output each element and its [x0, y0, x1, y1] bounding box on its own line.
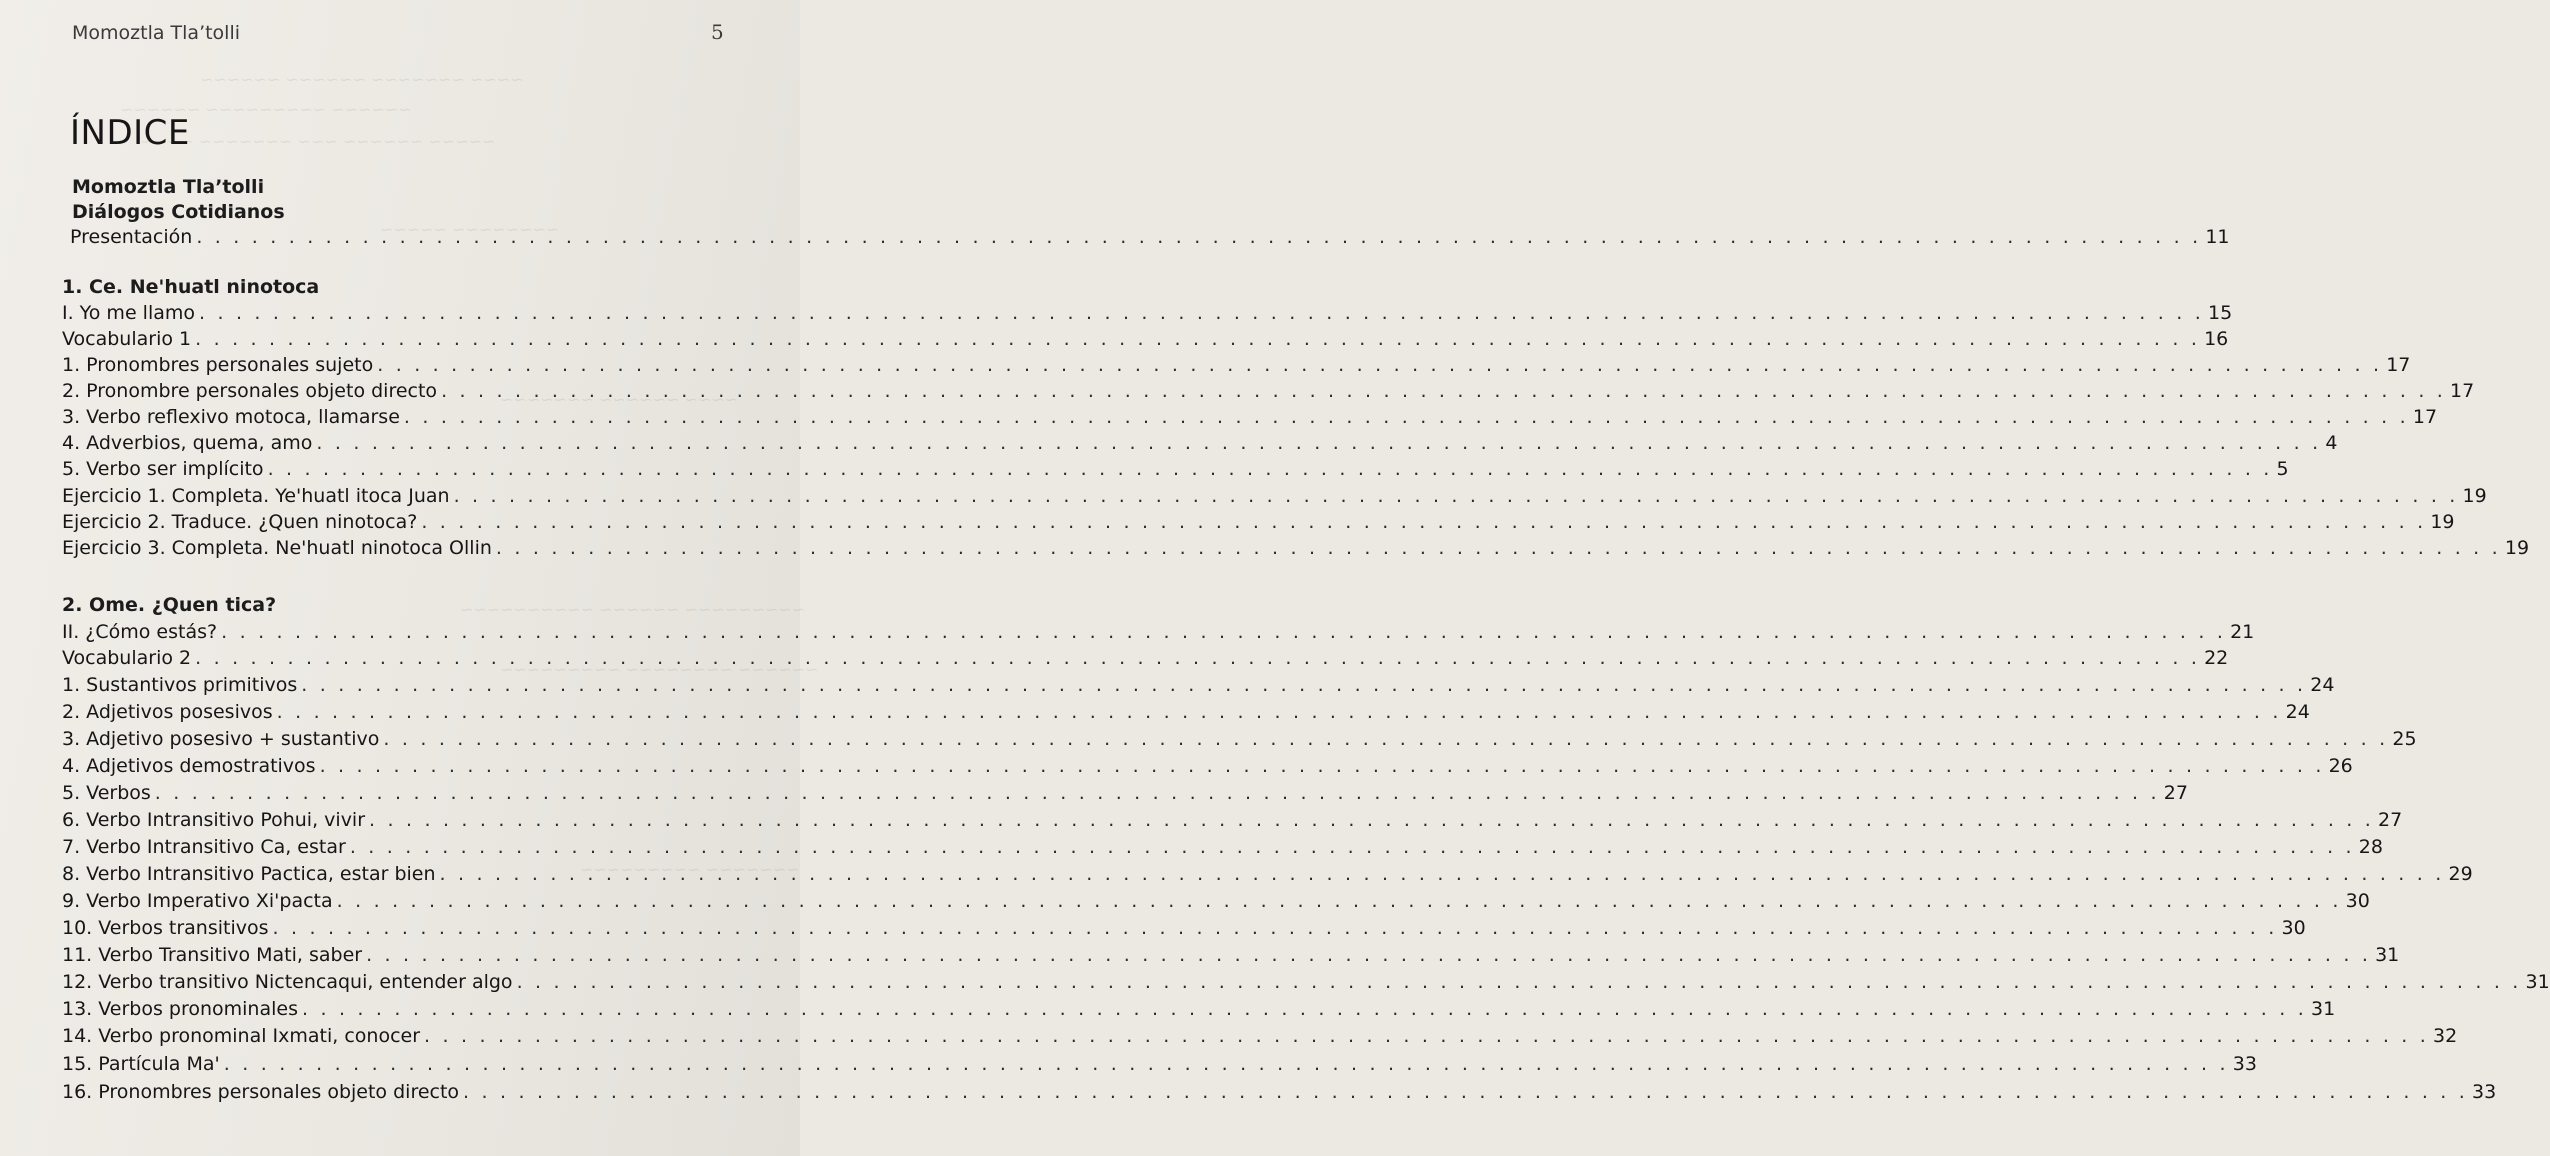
toc-entry-page: 27 [2163, 782, 2188, 804]
toc-entry-page: 24 [2310, 674, 2335, 696]
book-title: Momoztla Tla’tolli [72, 176, 265, 198]
toc-entry-page: 24 [2285, 701, 2310, 723]
toc-entry[interactable] [62, 836, 2383, 860]
toc-entry[interactable] [62, 998, 2336, 1022]
leader-dots [302, 998, 2307, 1020]
toc-entry-label: 16. Pronombres personales objeto directo [62, 1081, 460, 1103]
leader-dots [224, 1053, 2229, 1075]
toc-entry-page: 5 [2276, 458, 2289, 480]
leader-dots [517, 971, 2522, 993]
leader-dots [440, 863, 2445, 885]
toc-entry-page: 33 [2232, 1053, 2257, 1075]
leader-dots [421, 511, 2426, 533]
toc-entry[interactable] [62, 537, 2530, 561]
leader-dots [221, 621, 2226, 643]
toc-entry-label: 9. Verbo Imperativo Xi'pacta [62, 890, 333, 912]
toc-entry-page: 17 [2386, 354, 2411, 376]
toc-entry-label: 1. Pronombres personales sujeto [62, 354, 374, 376]
leader-dots [196, 226, 2201, 248]
toc-entry[interactable] [62, 328, 2229, 352]
toc-entry-label: 6. Verbo Intransitivo Pohui, vivir [62, 809, 366, 831]
toc-entry-page: 22 [2204, 647, 2229, 669]
toc-entry[interactable] [62, 971, 2550, 995]
toc-entry[interactable] [62, 944, 2400, 968]
leader-dots [316, 432, 2321, 454]
toc-entry[interactable] [62, 458, 2289, 482]
toc-entry-label: 14. Verbo pronominal Ixmati, conocer [62, 1025, 421, 1047]
toc-entry-page: 30 [2281, 917, 2306, 939]
toc-entry-label: 2. Adjetivos posesivos [62, 701, 273, 723]
toc-entry-label: 3. Adjetivo posesivo + sustantivo [62, 728, 380, 750]
toc-entry-page: 26 [2328, 755, 2353, 777]
toc-entry-page: 32 [2433, 1025, 2458, 1047]
toc-entry-label: 11. Verbo Transitivo Mati, saber [62, 944, 363, 966]
leader-dots [155, 782, 2160, 804]
leader-dots [301, 674, 2306, 696]
toc-entry-page: 19 [2462, 485, 2487, 507]
toc-entry-label: 5. Verbo ser implícito [62, 458, 264, 480]
toc-entry-label: 4. Adverbios, quema, amo [62, 432, 313, 454]
toc-entry[interactable] [62, 621, 2255, 645]
toc-entry-page: 11 [2205, 226, 2230, 248]
toc-entry[interactable] [62, 755, 2353, 779]
toc-entry-label: I. Yo me llamo [62, 302, 195, 324]
toc-entry[interactable] [62, 432, 2338, 456]
toc-entry-label: 8. Verbo Intransitivo Pactica, estar bien [62, 863, 436, 885]
toc-entry-page: 31 [2525, 971, 2550, 993]
toc-entry-page: 16 [2204, 328, 2229, 350]
show-through-texture: ~~~~ ~~~~~~~ ~~~~~~ ~~~~~~ ~~~~~~ ~~~~~~~~~ ~~~~~~ ~~~~~ ~~~~~~ ~~~ ~~~~~~~ ~~~~ ~~~~~~~~ ~~~~~ ~~~~ ~~~~~~ ~~~~~~~ ~~~~~~~~~ ~~~~~~ ~~~~~~~~~~ ~~~~~~ ~~~~~~~~ ~~~~~~~~~ ~~~~~~~ ~~~~~~~~~ [120, 70, 819, 879]
toc-entry-label: Vocabulario 2 [62, 647, 192, 669]
toc-entry[interactable] [62, 380, 2475, 404]
book-subtitle: Diálogos Cotidianos [72, 201, 285, 223]
running-header: Momoztla Tla’tolli [72, 22, 241, 44]
toc-entry-page: 27 [2378, 809, 2403, 831]
toc-entry-page: 25 [2392, 728, 2417, 750]
toc-entry[interactable] [62, 728, 2417, 752]
leader-dots [441, 380, 2446, 402]
toc-entry[interactable] [62, 406, 2438, 430]
toc-entry-label: 7. Verbo Intransitivo Ca, estar [62, 836, 346, 858]
toc-entry-page: 30 [2345, 890, 2370, 912]
toc-entry-page: 17 [2412, 406, 2438, 428]
leader-dots [195, 647, 2200, 669]
toc-entry-page: 31 [2310, 998, 2336, 1020]
leader-dots [350, 836, 2355, 858]
toc-entry[interactable] [62, 1025, 2458, 1049]
section-heading-1: 1. Ce. Ne'huatl ninotoca [62, 276, 320, 298]
leader-dots [369, 809, 2374, 831]
toc-entry-label: Presentación [70, 226, 193, 248]
toc-entry-label: Vocabulario 1 [62, 328, 192, 350]
toc-entry-label: 2. Pronombre personales objeto directo [62, 380, 438, 402]
leader-dots [199, 302, 2204, 324]
leader-dots [337, 890, 2342, 912]
toc-entry[interactable] [62, 782, 2188, 806]
toc-entry[interactable] [62, 863, 2473, 887]
toc-entry-presentacion[interactable] [70, 226, 2230, 250]
toc-entry[interactable] [62, 1053, 2257, 1077]
toc-entry-page: 28 [2358, 836, 2383, 858]
leader-dots [320, 755, 2325, 777]
toc-entry[interactable] [62, 674, 2335, 698]
toc-entry-page: 29 [2448, 863, 2473, 885]
toc-entry-page: 21 [2230, 621, 2255, 643]
toc-entry[interactable] [62, 647, 2229, 671]
toc-entry-page: 19 [2504, 537, 2530, 559]
toc-entry[interactable] [62, 701, 2310, 725]
toc-entry-label: 12. Verbo transitivo Nictencaqui, entender algo [62, 971, 513, 993]
toc-entry[interactable] [62, 354, 2411, 378]
leader-dots [366, 944, 2371, 966]
toc-entry-label: Ejercicio 3. Completa. Ne'huatl ninotoca Ollin [62, 537, 492, 559]
toc-entry-page: 4 [2325, 432, 2338, 454]
leader-dots [277, 701, 2282, 723]
toc-entry[interactable] [62, 917, 2306, 941]
toc-entry-label: II. ¿Cómo estás? [62, 621, 218, 643]
toc-entry-label: 5. Verbos [62, 782, 151, 804]
leader-dots [195, 328, 2200, 350]
toc-entry-page: 15 [2207, 302, 2233, 324]
toc-entry-label: Ejercicio 2. Traduce. ¿Quen ninotoca? [62, 511, 418, 533]
toc-entry[interactable] [62, 890, 2370, 914]
toc-entry-label: Ejercicio 1. Completa. Ye'huatl itoca Juan [62, 485, 450, 507]
section-heading-2: 2. Ome. ¿Quen tica? [62, 594, 277, 616]
toc-entry-label: 1. Sustantivos primitivos [62, 674, 298, 696]
leader-dots [268, 458, 2273, 480]
leader-dots [463, 1081, 2468, 1103]
toc-entry[interactable] [62, 302, 2233, 326]
leader-dots [424, 1025, 2429, 1047]
toc-entry-page: 17 [2450, 380, 2475, 402]
index-title: ÍNDICE [70, 113, 190, 153]
toc-entry-label: 13. Verbos pronominales [62, 998, 298, 1020]
toc-entry-label: 15. Partícula Ma' [62, 1053, 220, 1075]
toc-entry[interactable] [62, 809, 2403, 833]
toc-entry-label: 10. Verbos transitivos [62, 917, 269, 939]
leader-dots [496, 537, 2501, 559]
page-number: 5 [711, 20, 724, 44]
toc-entry-page: 31 [2375, 944, 2400, 966]
toc-entry[interactable] [62, 485, 2487, 509]
toc-entry[interactable] [62, 1081, 2497, 1105]
toc-entry-page: 19 [2430, 511, 2455, 533]
toc-entry-page: 33 [2472, 1081, 2497, 1103]
toc-entry[interactable] [62, 511, 2455, 535]
leader-dots [404, 406, 2409, 428]
leader-dots [454, 485, 2459, 507]
leader-dots [273, 917, 2278, 939]
toc-entry-label: 3. Verbo reflexivo motoca, llamarse [62, 406, 400, 428]
leader-dots [377, 354, 2382, 376]
leader-dots [383, 728, 2388, 750]
toc-entry-label: 4. Adjetivos demostrativos [62, 755, 316, 777]
